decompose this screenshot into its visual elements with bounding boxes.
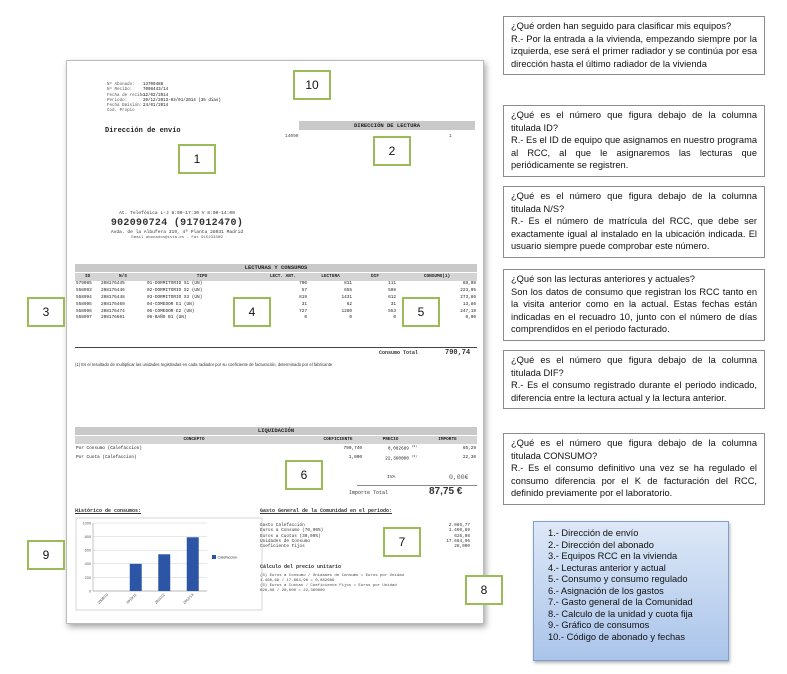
- cell-lectura: 811: [344, 281, 352, 287]
- precio-note: (3): [411, 454, 417, 458]
- cell-lectura: 655: [344, 288, 352, 294]
- importe-total-label: Importe Total: [349, 490, 389, 496]
- table-row: [75, 453, 477, 462]
- cell-consumo: 0,00: [465, 315, 476, 321]
- cell-id: 558996: [76, 308, 92, 314]
- x-tick-label: 2011/12: [154, 592, 166, 605]
- gasto-label: Unidades de Consumo: [260, 538, 311, 544]
- y-tick-label: 1000: [82, 521, 91, 526]
- faq-box-consumo: [503, 433, 765, 505]
- faq-question: ¿Qué es el número que figura debajo de la columna titulada N/S?: [511, 191, 757, 214]
- gasto-value: 2.086,77: [448, 523, 470, 528]
- formula-block: [260, 574, 404, 594]
- gasto-value: 17.664,96: [446, 538, 470, 544]
- cell-coeficiente: 1,000: [348, 454, 362, 460]
- legend-item: 4.- Lecturas anterior y actual: [548, 562, 666, 573]
- cell-id: 558993: [76, 288, 92, 294]
- faq-question: ¿Qué orden han seguido para clasificar mis equipos?: [511, 21, 732, 31]
- legend-item: 9.- Gráfico de consumos: [548, 620, 650, 630]
- legend-swatch: [212, 555, 216, 559]
- col-header: TIPO: [146, 273, 258, 281]
- faq-answer: R.- Es el consumo definitivo una vez se ha regulado el consumo diferencia por el K de facturación del RCC, definido previamente por el laboratorio.: [511, 463, 757, 499]
- callout-9: 9: [27, 540, 65, 570]
- cell-concepto: Por Consumo (Calefaccion): [76, 445, 142, 451]
- consumo-total-value: 790,74: [445, 349, 471, 357]
- meta-row: Fecha Emisión: 24/01/2014: [107, 104, 169, 109]
- col-header: N/S: [100, 273, 146, 281]
- precio-note: (3): [411, 445, 417, 449]
- callout-10: 10: [293, 70, 331, 100]
- gasto-label: Coeficiente Fijos: [260, 544, 305, 550]
- cell-importe: 22,36: [462, 454, 476, 460]
- cell-ns: 208176445: [101, 281, 125, 287]
- cell-dif: 598: [388, 288, 396, 294]
- meta-row: Periodo: 20/12/2013-03/01/2014 (35 días): [107, 98, 221, 103]
- legend-item: 3.- Equipos RCC en la vivienda: [548, 551, 678, 561]
- table-row: [75, 288, 477, 295]
- legend-item: 5.- Consumo y consumo regulado: [548, 574, 688, 584]
- company-contact: Email abonados@ista.es - Fax 915233389: [131, 236, 223, 240]
- liquidacion-table: [75, 436, 477, 462]
- bar: [130, 564, 142, 591]
- precio-value: 0,082689: [387, 446, 409, 452]
- cell-lect-ant: 31: [301, 301, 307, 307]
- meta-row: Nº Abonado: 13709488: [107, 83, 164, 87]
- faq-answer: R.- Por la entrada a la vivienda, empezando siempre por la izquierda, ese será el primer radiador y se continúa por esa dirección hasta el último radiador de la vivienda: [511, 33, 757, 69]
- cell-id: 558997: [76, 315, 92, 321]
- legend-item: 7.- Gasto general de la Comunidad: [548, 597, 693, 607]
- cell-lect-ant: 819: [299, 294, 307, 300]
- lecturas-footnote: (1) Es el resultado de multiplicar las unidades registradas en cada radiador por su coeficiente de facturación, determinado por el fabricante: [75, 362, 333, 367]
- cell-dif: 553: [388, 308, 396, 314]
- lectura-title-bar: DIRECCIÓN DE LECTURA: [299, 121, 475, 130]
- col-header: COEFICIENTE: [313, 436, 363, 444]
- cell-id: 579085: [76, 281, 92, 287]
- cell-lectura: 0: [349, 315, 352, 321]
- gasto-list: [260, 523, 470, 549]
- gasto-value: 28,000: [454, 544, 470, 550]
- calc-title: Cálculo del precio unitario: [260, 564, 342, 570]
- cell-tipo: 05-COMEDOR E2 (UN): [147, 308, 195, 314]
- meta-row: Fecha de recibo: 12/02/2014: [107, 93, 169, 98]
- cell-tipo: 06-BAÑO B1 (UN): [147, 315, 187, 321]
- callout-3: 3: [27, 297, 65, 327]
- cell-lectura: 62: [346, 301, 352, 307]
- col-header: PRECIO: [363, 436, 418, 444]
- callout-6: 6: [285, 460, 323, 490]
- cell-consumo: 223,05: [460, 288, 476, 294]
- x-tick-label: 2012/13: [182, 592, 195, 605]
- cell-importe: 65,29: [462, 445, 476, 451]
- precio-value: 22,360000: [385, 456, 409, 462]
- faq-answer: Son los datos de consumo que registran los RCC tanto en la visita anterior como en la actual. Estas fechas están indicadas en el recuadro 10, junto con el número de días comprendidos en el periodo facturado.: [511, 286, 757, 335]
- cell-lect-ant: 700: [299, 281, 307, 287]
- lecturas-header-row: [75, 273, 477, 281]
- callout-5: 5: [402, 297, 440, 327]
- cell-lectura: 1431: [341, 294, 352, 300]
- cell-consumo: 247,19: [460, 308, 476, 314]
- callout-1: 1: [178, 144, 216, 174]
- cell-lect-ant: 57: [301, 288, 307, 294]
- faq-question: ¿Qué es el número que figura debajo de la columna titulada DIF?: [511, 355, 757, 378]
- callout-4: 4: [233, 297, 271, 327]
- cell-tipo: 01-DORMITORIO S1 (UN): [147, 281, 203, 287]
- legend-item: 1.- Dirección de envío: [548, 528, 639, 538]
- x-tick-label: 2009/10: [96, 592, 109, 605]
- faq-question: ¿Qué es el número que figura debajo de la columna titulada CONSUMO?: [511, 438, 757, 461]
- y-tick-label: 600: [84, 548, 91, 553]
- faq-question: ¿Qué son las lecturas anteriores y actuales?: [511, 274, 695, 284]
- col-header: DIF: [353, 273, 397, 281]
- gasto-title: Gasto General de la Comunidad en el periodo:: [260, 508, 393, 514]
- cell-lect-ant: 727: [299, 308, 307, 314]
- envio-title: Dirección de envío: [105, 127, 181, 135]
- faq-answer: R.- Es el consumo registrado durante el periodo indicado, diferencia entre la lectura actual y la lectura anterior.: [511, 380, 757, 403]
- col-header: CONCEPTO: [75, 436, 313, 444]
- faq-box-ns: [503, 186, 765, 258]
- table-row: [75, 281, 477, 288]
- faq-box-dif: [503, 350, 765, 409]
- cell-dif: 612: [388, 294, 396, 300]
- company-address: Avda. de la Albufera 319, 4ª Planta 28031 Madrid: [110, 230, 244, 235]
- faq-box-lecturas: [503, 269, 765, 341]
- historico-title: Histórico de consumos:: [75, 508, 142, 514]
- legend-label: Calefaccion: [217, 555, 238, 560]
- gasto-value: 626,08: [454, 533, 470, 539]
- col-header: IMPORTE: [418, 436, 477, 444]
- invoice-document: [66, 60, 484, 624]
- formula-line: (3) Euros a Consumo / Unidades de Consumo = Euros por Unidad: [260, 574, 405, 578]
- meta-row: Nº Recibo: 7098443/14: [107, 88, 169, 93]
- faq-answer: R.- Es el ID de equipo que asignamos en nuestro programa al RCC, al que le asignaremos las lecturas que periódicamente se registren.: [511, 135, 757, 171]
- col-header: LECTURA: [308, 273, 353, 281]
- cell-tipo: 04-COMEDOR E1 (UN): [147, 301, 195, 307]
- gasto-row: [260, 544, 470, 549]
- iva-value: 0,00€: [449, 474, 469, 481]
- gasto-label: Euros a Consumo (70,00%): [260, 528, 324, 534]
- cell-consumo: 13,86: [462, 301, 476, 307]
- cell-tipo: 03-DORMITORIO S3 (UN): [147, 294, 203, 300]
- cell-consumo: 88,08: [462, 281, 476, 287]
- gasto-label: Euros a Cuotas (30,00%): [260, 533, 321, 539]
- cell-dif: 31: [390, 301, 396, 307]
- callout-2: 2: [373, 136, 411, 166]
- legend-box: [533, 521, 729, 661]
- cell-id: 558994: [76, 294, 92, 300]
- faq-box-order: [503, 16, 765, 75]
- cell-lect-ant: 0: [304, 315, 307, 321]
- cell-ns: 208176474: [101, 308, 125, 314]
- lectura-code: 14090: [285, 134, 299, 139]
- cell-consumo: 273,86: [460, 294, 476, 300]
- col-header: ID: [75, 273, 100, 281]
- lectura-number: 1: [449, 134, 452, 139]
- table-row: [75, 444, 477, 453]
- col-header: LECT. ANT.: [258, 273, 308, 281]
- cell-precio: [363, 453, 418, 462]
- gasto-value: 1.460,69: [448, 528, 470, 534]
- formula-line: 626,08 / 28,000 = 22,360000: [260, 589, 325, 593]
- callout-8: 8: [465, 575, 503, 605]
- bar: [158, 554, 170, 591]
- cell-ns: 208176601: [101, 315, 125, 321]
- formula-line: (3) Euros a Cuotas / Coeficiente Fijos = Euros por Unidad: [260, 584, 397, 588]
- faq-question: ¿Qué es el número que figura debajo de la columna titulada ID?: [511, 110, 757, 133]
- y-tick-label: 800: [84, 535, 91, 539]
- legend-item: 2.- Dirección del abonado: [548, 539, 654, 550]
- company-hours: At. Telefónica L-J 8:00-17:30 V 8:00-14:00: [119, 211, 235, 216]
- cell-ns: 208176446: [101, 288, 125, 294]
- liquidacion-title-bar: LIQUIDACIÓN: [75, 427, 477, 435]
- legend-item: 10.- Código de abonado y fechas: [548, 631, 685, 642]
- x-tick-label: 2010/11: [125, 592, 138, 605]
- formula-line: 1.460,69 / 17.664,96 = 0,082689: [260, 579, 335, 583]
- y-tick-label: 400: [84, 562, 91, 567]
- company-phones: 902090724 (917012470): [110, 218, 244, 229]
- consumo-total-label: Consumo Total: [379, 350, 419, 356]
- divider: [75, 347, 477, 348]
- cell-ns: 208176448: [101, 294, 125, 300]
- y-tick-label: 0: [88, 589, 91, 594]
- invoice-meta: [107, 83, 221, 115]
- lecturas-title-bar: LECTURAS Y CONSUMOS: [75, 264, 477, 272]
- cell-tipo: 02-DORMITORIO S2 (UN): [147, 288, 203, 294]
- importe-total-value: 87,75 €: [429, 486, 463, 497]
- cell-dif: 0: [393, 315, 396, 321]
- cell-ns: 208176469: [101, 301, 125, 307]
- legend-item: 6.- Asignación de los gastos: [548, 585, 664, 596]
- faq-box-id: [503, 105, 765, 177]
- cell-coeficiente: 790,740: [343, 445, 362, 451]
- cell-id: 558995: [76, 301, 92, 307]
- callout-7: 7: [383, 527, 421, 557]
- legend-item: 8.- Calculo de la unidad y cuota fija: [548, 608, 693, 619]
- gasto-label: Gasto Calefacción: [260, 523, 305, 528]
- col-header: CONSUMO(1): [397, 273, 477, 281]
- cell-precio: [363, 444, 418, 453]
- y-tick-label: 200: [84, 575, 91, 580]
- liquidacion-header-row: [75, 436, 477, 444]
- faq-answer: R.- Es el número de matrícula del RCC, que debe ser exactamente igual al instalado en la ubicación indicada. El usuario siempre puede comprobar este número.: [511, 216, 757, 252]
- cell-dif: 111: [388, 281, 396, 287]
- historico-chart: [75, 517, 265, 613]
- iva-label: IVA: [387, 475, 396, 480]
- bar: [187, 537, 199, 591]
- cell-concepto: Por Cuota (Calefaccion): [76, 454, 137, 460]
- meta-row: Cod. Propio: [107, 109, 135, 114]
- cell-lectura: 1280: [341, 308, 352, 314]
